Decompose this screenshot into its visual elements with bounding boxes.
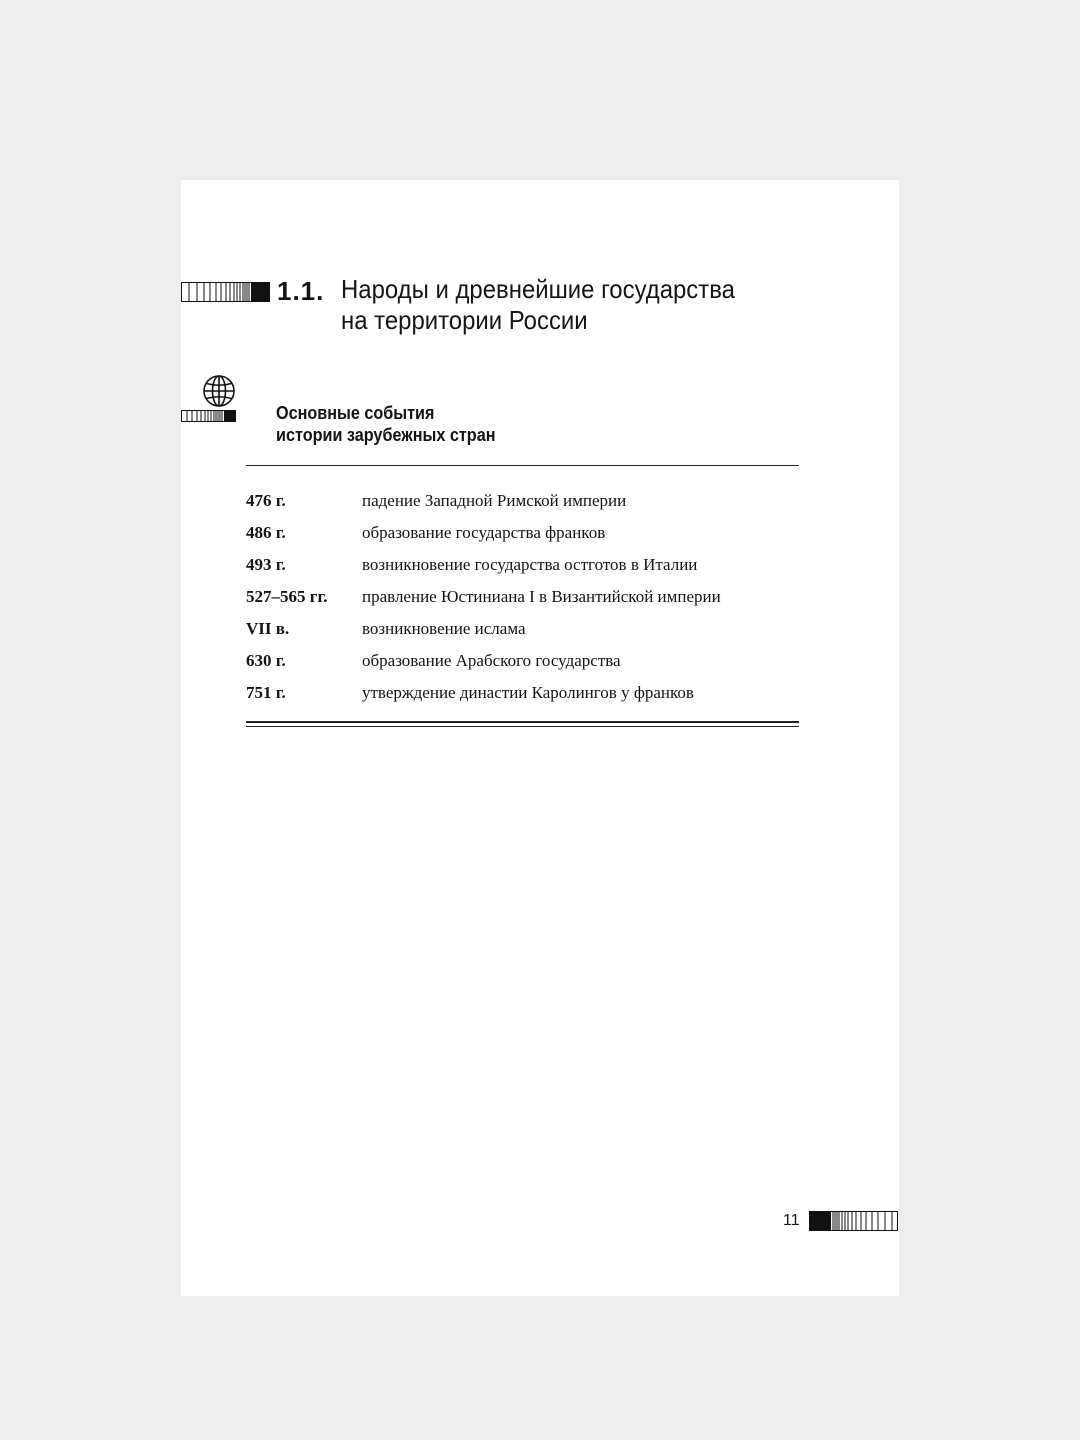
event-description: правление Юстиниана I в Византийской империи [362, 587, 721, 606]
event-date: 476 г. [246, 491, 286, 510]
event-description: возникновение государства остготов в Италии [362, 555, 698, 574]
event-date: 751 г. [246, 683, 286, 702]
event-date: 486 г. [246, 523, 286, 542]
section-number: 1.1. [277, 276, 325, 306]
event-row [246, 645, 806, 677]
page-number: 11 [783, 1212, 800, 1229]
event-row [246, 549, 806, 581]
subsection-title [276, 402, 496, 446]
event-row [246, 485, 806, 517]
section-bar-decoration [181, 282, 271, 302]
event-date: VII в. [246, 619, 290, 638]
event-date: 630 г. [246, 651, 286, 670]
footer-bar-decoration [809, 1211, 899, 1231]
event-description: возникновение ислама [362, 619, 526, 638]
book-page [181, 180, 899, 1296]
event-description: образование Арабского государства [362, 651, 621, 670]
table-bottom-rule-thick [246, 721, 799, 723]
event-description: падение Западной Римской империи [362, 491, 627, 510]
event-row [246, 517, 806, 549]
event-row [246, 677, 806, 709]
subsection-title-line-1: Основные события [276, 403, 435, 423]
event-row [246, 581, 806, 613]
event-description: утверждение династии Каролингов у франков [362, 683, 694, 702]
section-title-line-2: на территории России [341, 305, 588, 335]
table-top-rule [246, 465, 799, 466]
subsection-bar-decoration [181, 410, 237, 422]
globe-icon [202, 374, 236, 408]
event-date: 527–565 гг. [246, 587, 328, 606]
events-list [246, 485, 806, 709]
section-title [341, 274, 735, 336]
section-title-line-1: Народы и древнейшие государства [341, 274, 735, 304]
table-bottom-rule-thin [246, 726, 799, 727]
event-date: 493 г. [246, 555, 286, 574]
subsection-title-line-2: истории зарубежных стран [276, 425, 496, 445]
event-row [246, 613, 806, 645]
event-description: образование государства франков [362, 523, 606, 542]
